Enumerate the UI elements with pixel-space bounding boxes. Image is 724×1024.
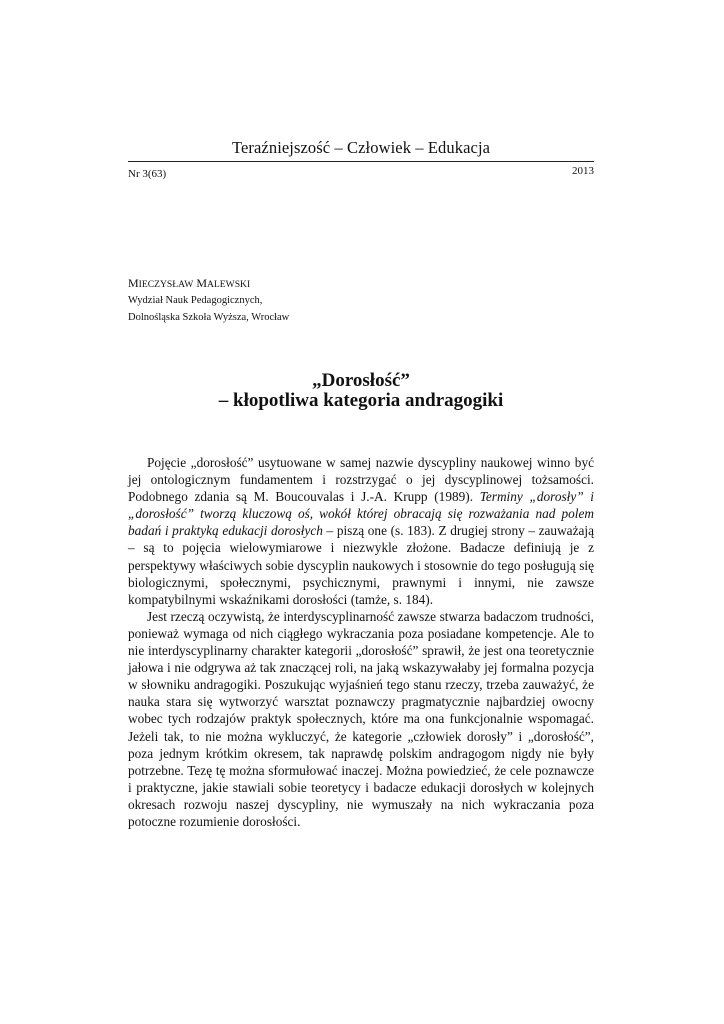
article-title-line1: „Dorosłość” (312, 370, 410, 391)
author-name (128, 276, 250, 291)
header-rule (128, 161, 594, 162)
author-first-rest: IECZYSŁAW (138, 279, 194, 290)
issue-number: Nr 3(63) (128, 168, 167, 180)
paragraph-1 (128, 454, 594, 608)
author-affiliation-line1: Wydział Nauk Pedagogicznych, (128, 295, 263, 306)
article-body (128, 454, 594, 830)
author-last-rest: ALEWSKI (207, 279, 251, 290)
paragraph-1-part-a: Pojęcie „dorosłość” usytuowane w samej nazwie dyscypliny naukowej winno być jej ontologicznym fundamentem i rozstrzygać o jej dyscyplinowej tożsamości. Podobnego zdania są M. Boucouvalas i J.-A. Krupp (1989). (128, 455, 594, 505)
article-title-line2: – kłopotliwa kategoria andragogiki (218, 390, 504, 411)
paragraph-2: Jest rzeczą oczywistą, że interdyscyplinarność zawsze stwarza badaczom trudności, ponieważ wymaga od nich ciągłego wykraczania poza posiadane kompetencje. Ale to nie interdyscyplinarny charakter kategorii „dorosłość” sprawił, że jest ona teoretycznie jałowa i nie odgrywa aż tak znaczącej roli, na jaką wskazywałaby jej formalna pozycja w słowniku andragogiki. Poszukując wyjaśnień tego stanu rzeczy, trzeba zauważyć, że nauka stara się wytworzyć warsztat poznawczy pragmatycznie najbardziej owocny wobec tych rodzajów praktyk społecznych, które ma ona funkcjonalnie wspomagać. Jeżeli tak, to nie można wykluczyć, że kategorie „człowiek dorosły” i „dorosłość”, poza jednym krótkim okresem, tak naprawdę polskim andragogom nigdy nie były potrzebne. Tezę tę można sformułować inaczej. Można powiedzieć, że cele poznawcze i praktyczne, jakie stawiali sobie teoretycy i badacze edukacji dorosłych w kolejnych okresach rozwoju naszej dyscypliny, nie wymuszały na nich wykraczania poza potoczne rozumienie dorosłości. (128, 608, 594, 829)
paragraph-1-quote: Terminy „dorosły” i „dorosłość” tworzą kluczową oś, wokół której obracają się rozważania nad polem badań i praktyką edukacji dorosłych (128, 489, 594, 539)
author-last-initial: M (196, 276, 207, 290)
paragraph-1-part-b: – piszą one (s. 183). Z drugiej strony – zauważają – są to pojęcia wielowymiarowe i niezwykle złożone. Badacze definiują je z perspektywy właściwych sobie dyscyplin naukowych i stosownie do tego posługują się biologicznymi, społecznymi, psychicznymi, prawnymi i innymi, nie zawsze kompatybilnymi wskaźnikami dorosłości (tamże, s. 184). (128, 523, 594, 607)
journal-title: Teraźniejszość – Człowiek – Edukacja (231, 138, 491, 157)
author-first-initial: M (128, 276, 139, 290)
issue-year: 2013 (572, 165, 594, 177)
author-affiliation-line2: Dolnośląska Szkoła Wyższa, Wrocław (128, 312, 290, 323)
